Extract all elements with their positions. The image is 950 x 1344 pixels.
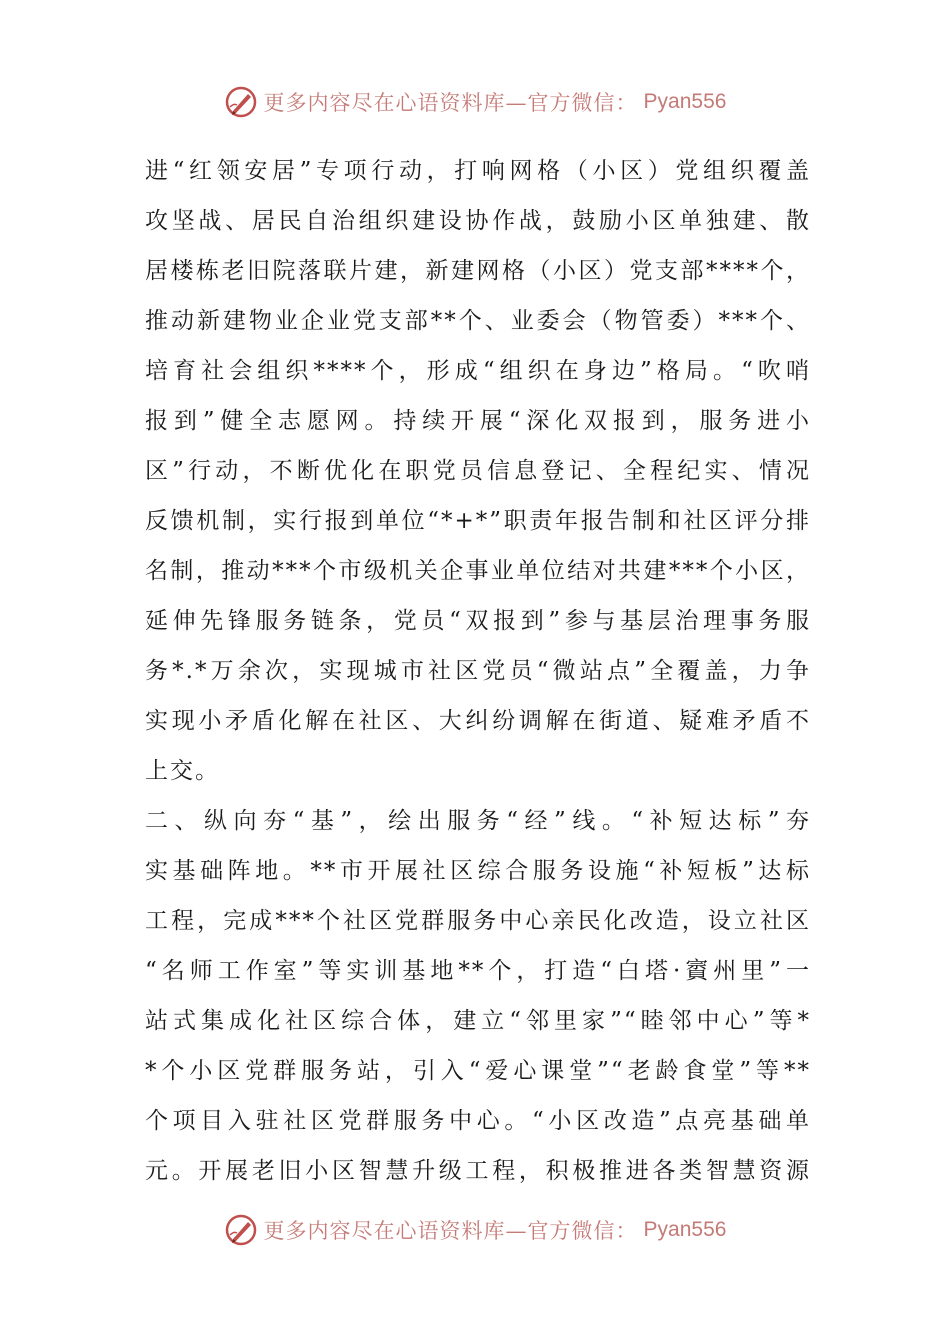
body-line: 反馈机制，实行报到单位“*+*”职责年报告制和社区评分排	[145, 508, 811, 534]
body-line: 名制，推动***个市级机关企事业单位结对共建***个小区，	[145, 558, 811, 584]
body-line: 务*.*万余次，实现城市社区党员“微站点”全覆盖，力争	[145, 658, 811, 684]
footer-banner	[0, 1208, 950, 1252]
body-line: 攻坚战、居民自治组织建设协作战，鼓励小区单独建、散	[145, 208, 811, 234]
body-line: *个小区党群服务站，引入“爱心课堂”“老龄食堂”等**	[145, 1058, 811, 1084]
header-banner	[0, 80, 950, 124]
footer-promo-text: 更多内容尽在心语资料库—官方微信：	[263, 1219, 638, 1243]
header-promo-text: 更多内容尽在心语资料库—官方微信：	[263, 91, 638, 115]
body-line: 区”行动，不断优化在职党员信息登记、全程纪实、情况	[145, 458, 811, 484]
body-line: 实基础阵地。**市开展社区综合服务设施“补短板”达标	[145, 858, 811, 884]
body-line: 二、纵向夯“基”，绘出服务“经”线。“补短达标”夯	[145, 808, 811, 834]
body-line: 个项目入驻社区党群服务中心。“小区改造”点亮基础单	[145, 1108, 811, 1134]
body-line: 元。开展老旧小区智慧升级工程，积极推进各类智慧资源	[145, 1158, 811, 1184]
body-line: 实现小矛盾化解在社区、大纠纷调解在街道、疑难矛盾不	[145, 708, 811, 734]
body-line: 居楼栋老旧院落联片建，新建网格（小区）党支部****个，	[145, 258, 811, 284]
body-line: 进“红领安居”专项行动，打响网格（小区）党组织覆盖	[145, 158, 811, 184]
body-line: 上交。	[145, 758, 220, 784]
body-line: 工程，完成***个社区党群服务中心亲民化改造，设立社区	[145, 908, 811, 934]
header-contact: Pyan556	[643, 90, 727, 113]
body-line: 延伸先锋服务链条，党员“双报到”参与基层治理事务服	[145, 608, 811, 634]
body-line: 培育社会组织****个，形成“组织在身边”格局。“吹哨	[145, 358, 811, 384]
body-line: 站式集成化社区综合体，建立“邻里家”“睦邻中心”等*	[145, 1008, 811, 1034]
pen-logo-icon	[224, 85, 258, 119]
body-line: “名师工作室”等实训基地**个，打造“白塔·賨州里”一	[145, 958, 811, 984]
document-body	[145, 146, 811, 1196]
pen-logo-icon	[224, 1213, 258, 1247]
footer-contact: Pyan556	[643, 1218, 727, 1241]
body-line: 推动新建物业企业党支部**个、业委会（物管委）***个、	[145, 308, 811, 334]
body-line: 报到”健全志愿网。持续开展“深化双报到，服务进小	[145, 408, 811, 434]
